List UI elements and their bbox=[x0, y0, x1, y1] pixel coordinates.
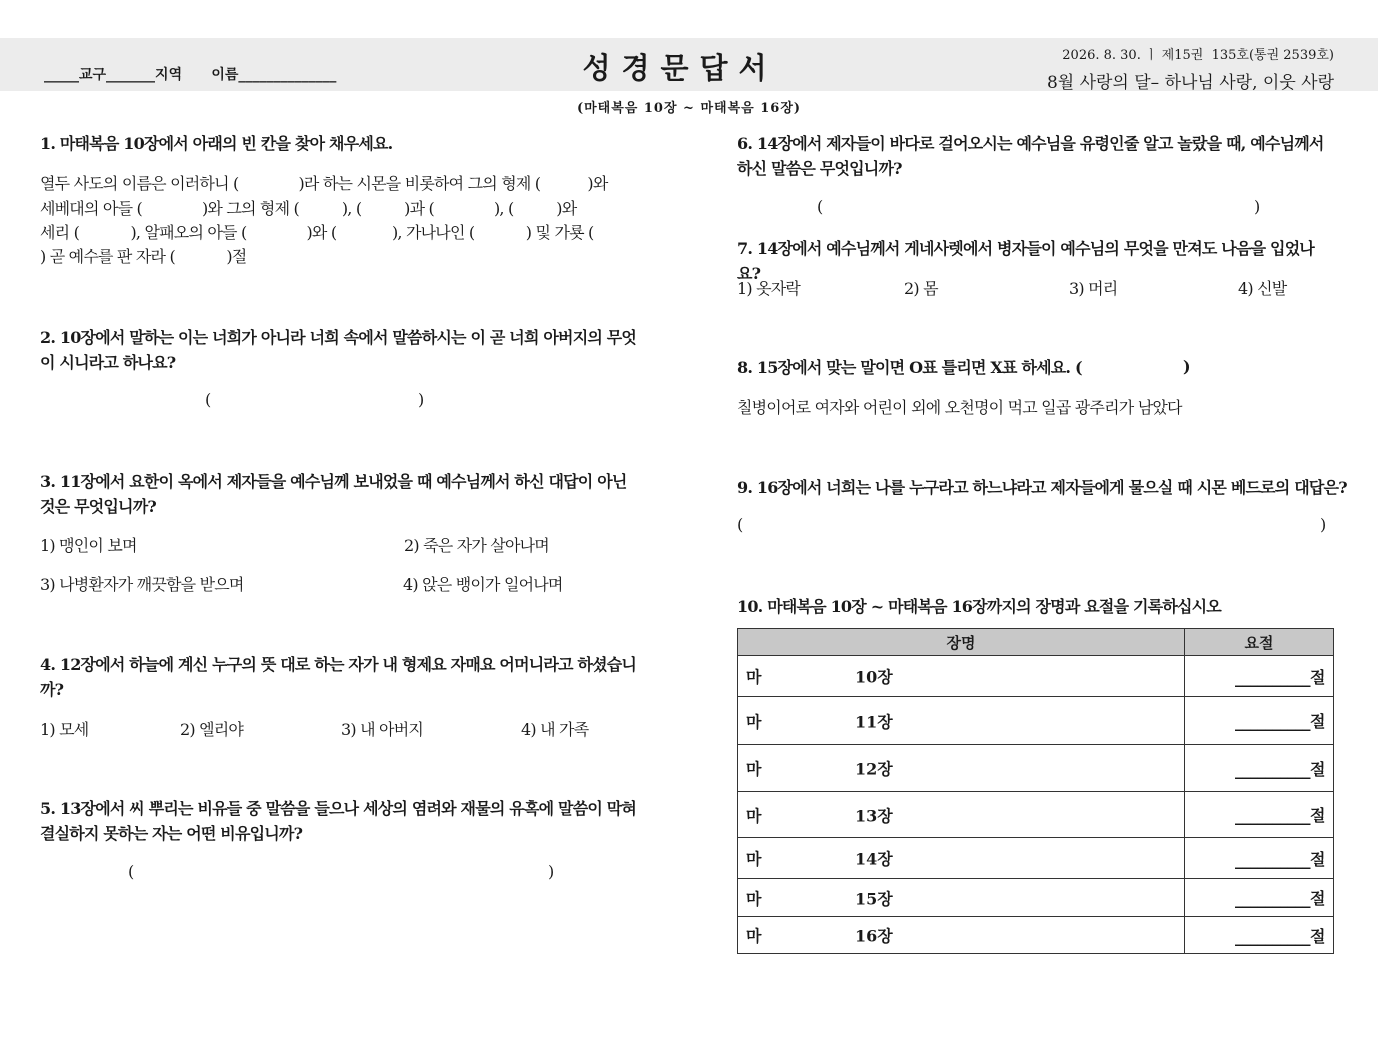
question-10: 10. 마태복음 10장 ~ 마태복음 16장까지의 장명과 요절을 기록하십시오 bbox=[737, 597, 1221, 616]
chapter-number: 12장 bbox=[855, 759, 893, 779]
table-row bbox=[738, 697, 1334, 745]
page-title: 성경문답서 bbox=[582, 51, 778, 85]
monthly-theme: 8월 사랑의 달– 하나님 사랑, 이웃 사랑 bbox=[1046, 73, 1334, 93]
option-2: 2) 죽은 자가 살아나며 bbox=[404, 536, 549, 555]
name-fields: _____교구_______지역 이름______________ bbox=[44, 67, 337, 83]
chapter-number: 14장 bbox=[855, 849, 893, 869]
verse-blank[interactable]: __________절 bbox=[1185, 697, 1334, 745]
chapter-number: 16장 bbox=[855, 926, 893, 946]
issue-date: 2026. 8. 30. ㅣ 제15권 135호(통권 2539호) bbox=[1062, 48, 1334, 63]
option-1: 1) 맹인이 보며 bbox=[40, 536, 137, 555]
verse-blank[interactable]: __________절 bbox=[1185, 656, 1334, 697]
table-row bbox=[738, 838, 1334, 879]
option-2: 2) 엘리야 bbox=[180, 720, 244, 739]
answer-close-paren: ) bbox=[1320, 515, 1327, 534]
book-abbrev: 마 bbox=[746, 889, 762, 908]
table-row bbox=[738, 879, 1334, 917]
book-abbrev: 마 bbox=[746, 849, 762, 869]
chapter-number: 13장 bbox=[855, 806, 893, 825]
answer-open-paren: ( bbox=[817, 197, 824, 216]
table-header-row bbox=[738, 629, 1334, 656]
question-1: 1. 마태복음 10장에서 아래의 빈 칸을 찾아 채우세요. bbox=[40, 134, 393, 153]
chapter-number: 11장 bbox=[855, 712, 893, 731]
question-5: 5. 13장에서 씨 뿌리는 비유들 중 말씀을 들으나 세상의 염려와 재물의 유혹에 말씀이 막혀 결실하지 못하는 자는 어떤 비유입니까? bbox=[40, 799, 637, 843]
verse-blank[interactable]: __________절 bbox=[1185, 792, 1334, 838]
option-2: 2) 몸 bbox=[904, 279, 938, 298]
option-3: 3) 내 아버지 bbox=[341, 720, 424, 739]
chapter-verse-table bbox=[737, 628, 1334, 954]
answer-open-paren: ( bbox=[737, 515, 744, 534]
option-3: 3) 나병환자가 깨끗함을 받으며 bbox=[40, 575, 244, 594]
verse-blank[interactable]: __________절 bbox=[1185, 917, 1334, 954]
answer-close-paren: ) bbox=[418, 390, 425, 409]
chapter-number: 10장 bbox=[855, 667, 893, 687]
option-4: 4) 신발 bbox=[1238, 279, 1287, 298]
chapter-cell bbox=[738, 745, 1185, 792]
answer-open-paren: ( bbox=[128, 862, 135, 881]
verse-blank[interactable]: __________절 bbox=[1185, 838, 1334, 879]
question-7: 7. 14장에서 예수님께서 게네사렛에서 병자들이 예수님의 무엇을 만져도 나음을 입었나요? bbox=[737, 239, 1315, 283]
question-4: 4. 12장에서 하늘에 계신 누구의 뜻 대로 하는 자가 내 형제요 자매요 어머니라고 하셨습니까? bbox=[40, 655, 637, 699]
question-2: 2. 10장에서 말하는 이는 너희가 아니라 너희 속에서 말씀하시는 이 곧 너희 아버지의 무엇이 시니라고 하나요? bbox=[40, 328, 637, 372]
column-header-chapter: 장명 bbox=[738, 629, 1185, 656]
true-false-statement: 칠병이어로 여자와 어린이 외에 오천명이 먹고 일곱 광주리가 남았다 bbox=[737, 398, 1182, 417]
chapter-cell bbox=[738, 656, 1185, 697]
question-9: 9. 16장에서 너희는 나를 누구라고 하느냐라고 제자들에게 물으실 때 시몬 베드로의 대답은? bbox=[737, 478, 1347, 497]
chapter-number: 15장 bbox=[855, 889, 893, 908]
book-abbrev: 마 bbox=[746, 712, 762, 731]
answer-close-paren: ) bbox=[548, 862, 555, 881]
book-abbrev: 마 bbox=[746, 759, 762, 779]
question-1-line-2: 세베대의 아들 ( )와 그의 형제 ( ), ( )과 ( ), ( )와 bbox=[40, 199, 577, 218]
answer-close-paren: ) bbox=[1183, 357, 1191, 376]
option-1: 1) 옷자락 bbox=[737, 279, 801, 298]
question-1-line-4: ) 곧 예수를 판 자라 ( )절 bbox=[40, 247, 247, 266]
book-abbrev: 마 bbox=[746, 806, 762, 825]
question-3: 3. 11장에서 요한이 옥에서 제자들을 예수님께 보내었을 때 예수님께서 하신 대답이 아닌 것은 무엇입니까? bbox=[40, 472, 627, 516]
option-3: 3) 머리 bbox=[1069, 279, 1118, 298]
chapter-cell bbox=[738, 792, 1185, 838]
chapter-cell bbox=[738, 917, 1185, 954]
question-1-line-1: 열두 사도의 이름은 이러하니 ( )라 하는 시몬을 비롯하여 그의 형제 ( )와 bbox=[40, 174, 608, 193]
chapter-cell bbox=[738, 697, 1185, 745]
verse-blank[interactable]: __________절 bbox=[1185, 879, 1334, 917]
table-row bbox=[738, 917, 1334, 954]
scope-subtitle: (마태복음 10장 ~ 마태복음 16장) bbox=[576, 101, 802, 116]
question-8: 8. 15장에서 맞는 말이면 O표 틀리면 X표 하세요. ( bbox=[737, 358, 1082, 377]
table-row bbox=[738, 745, 1334, 792]
table-row bbox=[738, 792, 1334, 838]
answer-close-paren: ) bbox=[1254, 197, 1261, 216]
chapter-cell bbox=[738, 838, 1185, 879]
verse-blank[interactable]: __________절 bbox=[1185, 745, 1334, 792]
column-header-verse: 요절 bbox=[1185, 629, 1334, 656]
answer-open-paren: ( bbox=[205, 390, 212, 409]
book-abbrev: 마 bbox=[746, 667, 762, 687]
question-6: 6. 14장에서 제자들이 바다로 걸어오시는 예수님을 유령인줄 알고 놀랐을 때, 예수님께서 하신 말씀은 무엇입니까? bbox=[737, 134, 1324, 178]
question-1-line-3: 세리 ( ), 알패오의 아들 ( )와 ( ), 가나나인 ( ) 및 가룟 ( bbox=[40, 223, 594, 242]
chapter-cell bbox=[738, 879, 1185, 917]
option-1: 1) 모세 bbox=[40, 720, 89, 739]
option-4: 4) 앉은 뱅이가 일어나며 bbox=[403, 575, 563, 594]
book-abbrev: 마 bbox=[746, 926, 762, 946]
option-4: 4) 내 가족 bbox=[521, 720, 589, 739]
table-row bbox=[738, 656, 1334, 697]
